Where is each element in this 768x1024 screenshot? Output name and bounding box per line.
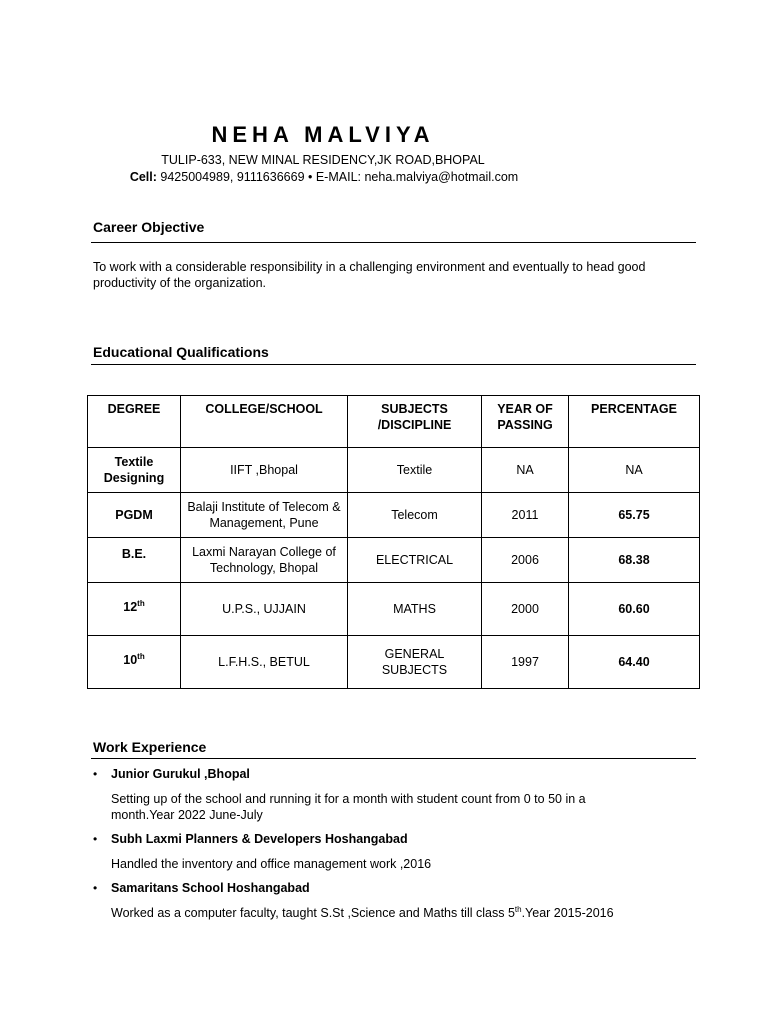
work-divider	[91, 758, 696, 759]
degree-cell: B.E.	[88, 538, 181, 583]
college-cell: Laxmi Narayan College of Technology, Bhopal	[181, 538, 348, 583]
subject-cell: Textile	[348, 448, 482, 493]
work-title: Samaritans School Hoshangabad	[111, 881, 310, 895]
contact-line	[0, 170, 648, 184]
table-row	[88, 493, 700, 538]
education-header-row	[88, 396, 700, 448]
work-item	[93, 767, 703, 827]
ordinal-suffix: th	[514, 904, 522, 914]
college-cell: L.F.H.S., BETUL	[181, 636, 348, 689]
degree-suffix: th	[137, 651, 145, 661]
career-objective-text: To work with a considerable responsibility in a challenging environment and eventually to head good productivity of the organization.	[93, 260, 646, 290]
work-description-year: .Year 2015-2016	[521, 906, 614, 920]
col-header-percentage: PERCENTAGE	[569, 396, 700, 448]
work-description: Setting up of the school and running it for a month with student count from 0 to 50 in a month.Year 2022 June-July	[111, 792, 586, 822]
degree-cell	[88, 583, 181, 636]
bullet-icon: •	[93, 767, 98, 781]
degree-cell: PGDM	[88, 493, 181, 538]
year-cell: 1997	[482, 636, 569, 689]
col-header-college: COLLEGE/SCHOOL	[181, 396, 348, 448]
degree-suffix: th	[137, 598, 145, 608]
career-objective-heading: Career Objective	[93, 219, 205, 235]
table-row	[88, 636, 700, 689]
college-cell: Balaji Institute of Telecom & Management, Pune	[181, 493, 348, 538]
education-divider	[91, 364, 696, 365]
year-cell: NA	[482, 448, 569, 493]
year-cell: 2011	[482, 493, 569, 538]
work-title: Subh Laxmi Planners & Developers Hoshangabad	[111, 832, 408, 846]
subject-cell: ELECTRICAL	[348, 538, 482, 583]
percentage-cell: NA	[569, 448, 700, 493]
subject-cell: MATHS	[348, 583, 482, 636]
college-cell: U.P.S., UJJAIN	[181, 583, 348, 636]
cell-value: 9425004989, 9111636669 • E-MAIL: neha.malviya@hotmail.com	[160, 170, 519, 184]
career-divider	[91, 242, 696, 243]
address: TULIP-633, NEW MINAL RESIDENCY,JK ROAD,BHOPAL	[161, 153, 485, 167]
bullet-icon: •	[93, 881, 98, 895]
subject-cell: Telecom	[348, 493, 482, 538]
work-experience-heading: Work Experience	[93, 739, 207, 755]
col-header-subjects: SUBJECTS /DISCIPLINE	[348, 396, 482, 448]
col-header-year: YEAR OF PASSING	[482, 396, 569, 448]
bullet-icon: •	[93, 832, 98, 846]
work-description: Handled the inventory and office management work ,2016	[111, 857, 432, 871]
percentage-cell: 60.60	[569, 583, 700, 636]
year-cell: 2006	[482, 538, 569, 583]
degree-cell: Textile Designing	[88, 448, 181, 493]
degree-number: 12	[123, 600, 138, 614]
cell-label: Cell:	[129, 170, 157, 184]
percentage-cell: 64.40	[569, 636, 700, 689]
education-heading: Educational Qualifications	[93, 344, 269, 360]
percentage-cell: 65.75	[569, 493, 700, 538]
college-cell: IIFT ,Bhopal	[181, 448, 348, 493]
candidate-name: NEHA MALVIYA	[211, 122, 435, 147]
degree-cell	[88, 636, 181, 689]
table-row	[88, 583, 700, 636]
work-item	[93, 881, 703, 921]
work-description-text: Worked as a computer faculty, taught S.St ,Science and Maths till class 5	[111, 906, 515, 920]
year-cell: 2000	[482, 583, 569, 636]
work-title: Junior Gurukul ,Bhopal	[111, 767, 250, 781]
table-row	[88, 538, 700, 583]
table-row	[88, 448, 700, 493]
education-table	[87, 395, 700, 689]
work-item	[93, 832, 703, 872]
work-description	[111, 905, 671, 921]
subject-cell: GENERAL SUBJECTS	[348, 636, 482, 689]
col-header-degree: DEGREE	[88, 396, 181, 448]
degree-number: 10	[123, 653, 138, 667]
percentage-cell: 68.38	[569, 538, 700, 583]
